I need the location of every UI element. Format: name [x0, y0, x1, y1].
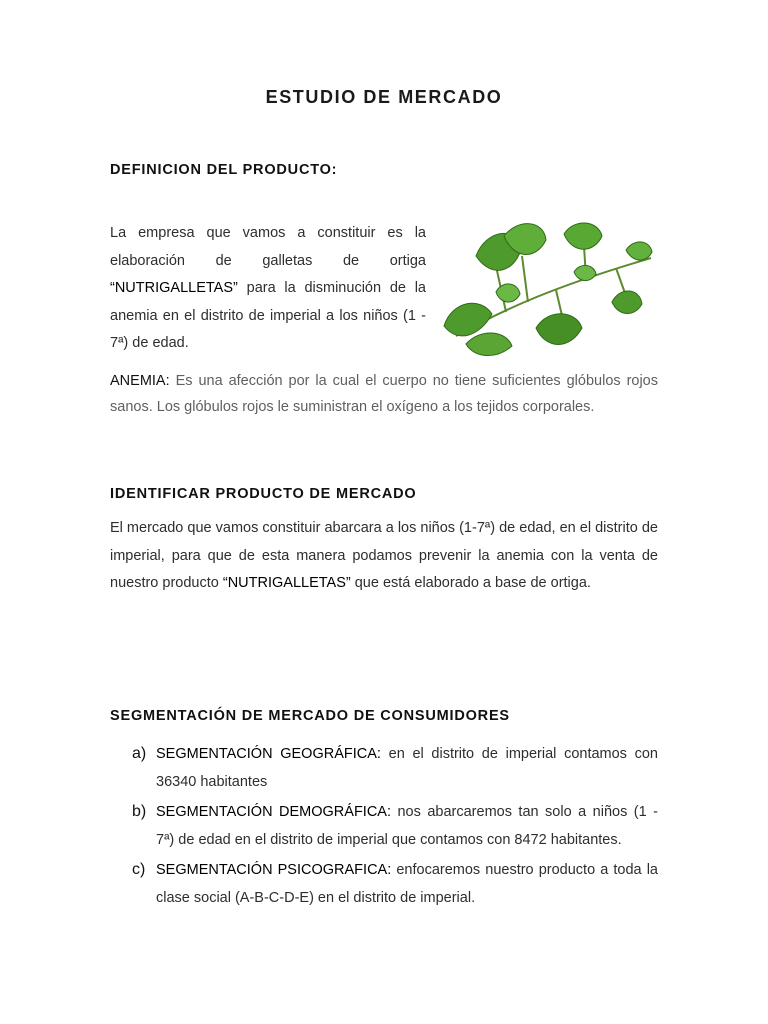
- segment-text: nos abarcaremos tan solo a niños (1 - 7ª) de edad en el distrito de imperial que contamos con 8472 habitantes.: [156, 804, 659, 848]
- segmentation-list: [110, 740, 658, 914]
- section-heading-segmentacion: SEGMENTACIÓN DE MERCADO DE CONSUMIDORES: [110, 708, 510, 724]
- list-item: [110, 740, 658, 796]
- product-definition-paragraph: [110, 220, 426, 358]
- segment-text: en el distrito de imperial contamos con 36340 habitantes: [156, 746, 658, 790]
- market-text-a: El mercado que vamos constituir abarcara a los niños (1-7ª) de edad, en el distrito de imperial, para que de esta manera podamos prevenir la anemia con la venta de nuestro producto: [110, 520, 658, 591]
- list-marker: a): [132, 745, 147, 762]
- list-item: [110, 856, 658, 912]
- section-heading-definicion: DEFINICION DEL PRODUCTO:: [110, 162, 338, 178]
- list-marker: c): [132, 861, 146, 878]
- definition-text-a: La empresa que vamos a constituir es la elaboración de galletas de ortiga: [110, 225, 426, 269]
- list-item: [110, 798, 658, 854]
- nettle-plant-icon: [436, 216, 658, 362]
- brand-name: “NUTRIGALLETAS”: [222, 575, 351, 591]
- anemia-text: Es una afección por la cual el cuerpo no tiene suficientes glóbulos rojos sanos. Los glóbulos rojos le suministran el oxígeno a los tejidos corporales.: [110, 373, 659, 415]
- brand-name: “NUTRIGALLETAS”: [110, 280, 238, 296]
- segment-text: enfocaremos nuestro producto a toda la clase social (A-B-C-D-E) en el distrito de imperial.: [156, 862, 658, 906]
- section-heading-identificar: IDENTIFICAR PRODUCTO DE MERCADO: [110, 486, 417, 502]
- anemia-definition: [110, 369, 658, 420]
- definition-text-b: para la disminución de la anemia en el distrito de imperial a los niños (1 - 7ª) de edad.: [110, 280, 426, 351]
- segment-label: SEGMENTACIÓN GEOGRÁFICA:: [156, 746, 381, 762]
- anemia-label: ANEMIA:: [110, 373, 170, 389]
- market-text-b: que está elaborado a base de ortiga.: [354, 575, 591, 591]
- segment-label: SEGMENTACIÓN PSICOGRAFICA:: [156, 862, 392, 878]
- segment-label: SEGMENTACIÓN DEMOGRÁFICA:: [156, 804, 391, 820]
- page-title: ESTUDIO DE MERCADO: [265, 87, 503, 107]
- market-paragraph: [110, 515, 658, 598]
- list-marker: b): [132, 803, 147, 820]
